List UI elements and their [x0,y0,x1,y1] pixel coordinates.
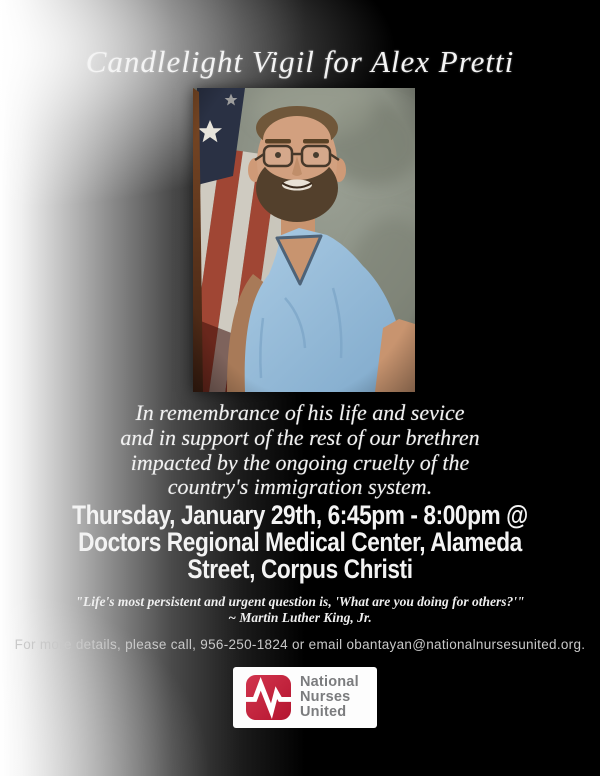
photo-vignette [193,88,415,392]
nnu-logo [233,667,377,728]
nnu-logo-line: United [300,703,347,720]
event-details [0,502,600,583]
quote-text: "Life's most persistent and urgent question is, 'What are you doing for others?'" [75,594,525,609]
nnu-logo-line: Nurses [300,689,351,706]
mlk-quote [0,594,600,625]
event-line: Street, Corpus Christi [187,554,413,584]
memorial-line: impacted by the ongoing cruelty of the [130,449,470,475]
quote-attribution: ~ Martin Luther King, Jr. [228,609,372,625]
nnu-logo-line: National [300,674,359,691]
portrait-photo [193,88,415,392]
nnu-logo-text [300,675,359,719]
memorial-text [0,401,600,500]
contact-info: For more details, please call, 956-250-1824 or email obantayan@nationalnursesunited.org. [14,637,586,652]
flyer-title: Candlelight Vigil for Alex Pretti [85,44,515,79]
memorial-line: In remembrance of his life and sevice [135,400,465,425]
event-line: Doctors Regional Medical Center, Alameda [78,527,522,557]
memorial-line: and in support of the rest of our brethren [120,424,480,450]
memorial-line: country's immigration system. [167,474,433,500]
nnu-pulse-icon [246,675,291,720]
portrait-photo-illustration [193,88,415,392]
event-line: Thursday, January 29th, 6:45pm - 8:00pm @ [72,500,528,530]
